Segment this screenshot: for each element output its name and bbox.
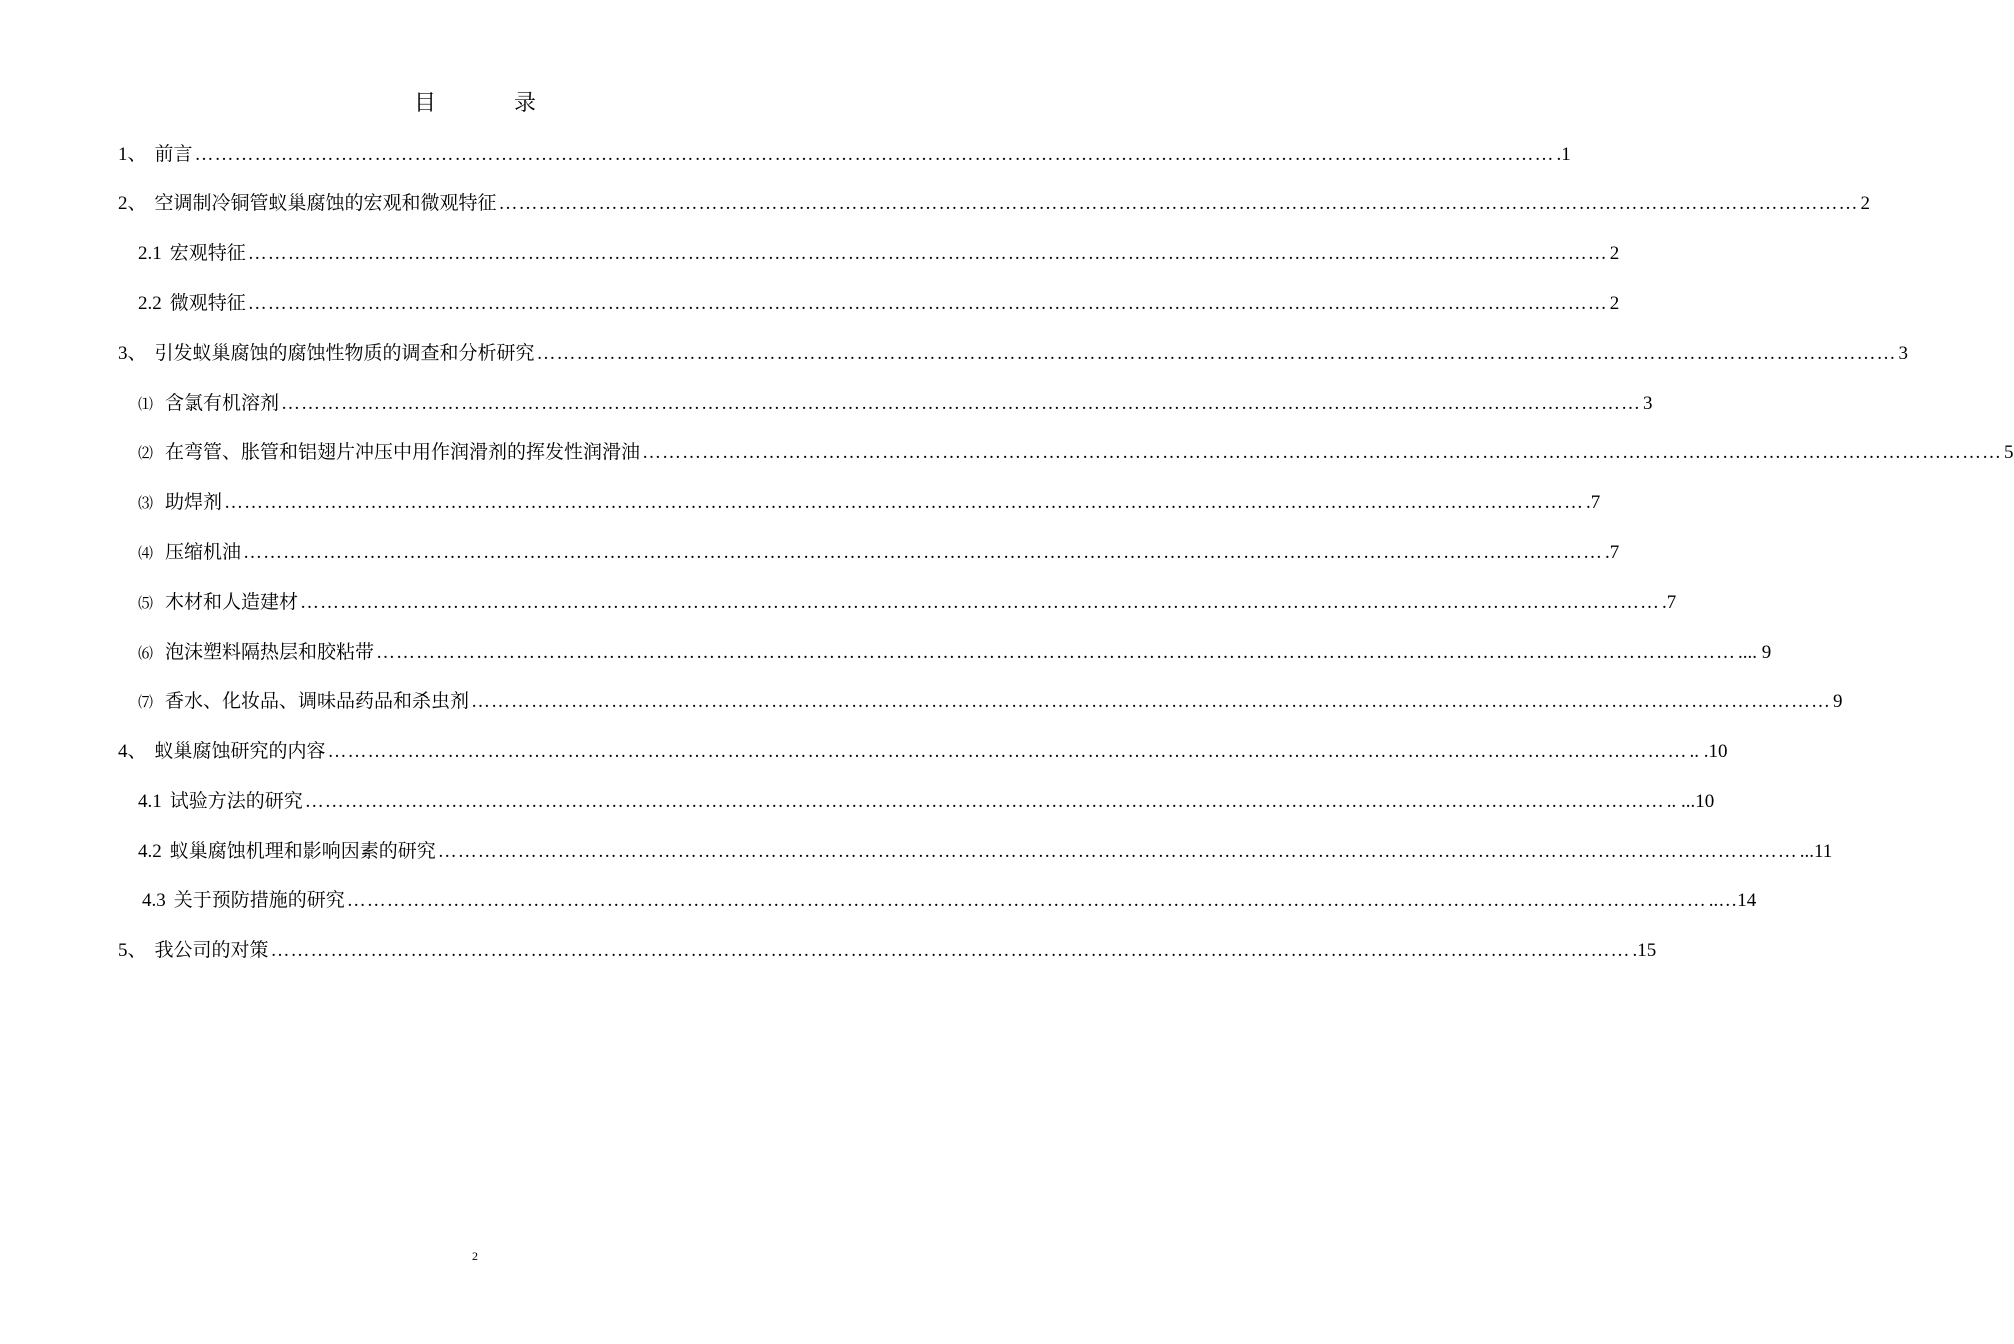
toc-entry[interactable] xyxy=(118,139,1571,169)
toc-dot-leader: …………………………………………………………………………………………………………………………………………………………………………………… xyxy=(376,642,1737,663)
toc-entry-title: 含氯有机溶剂 xyxy=(165,392,280,414)
toc-entry-title: 蚁巢腐蚀机理和影响因素的研究 xyxy=(169,840,436,862)
toc-entry[interactable] xyxy=(138,587,1677,617)
toc-entry-page: 2 xyxy=(1609,243,1620,264)
toc-entry-title: 木材和人造建材 xyxy=(165,591,299,613)
toc-entry[interactable] xyxy=(138,437,2014,467)
toc-entry-title: 宏观特征 xyxy=(169,242,246,264)
toc-entry-number: ⑴ xyxy=(138,395,154,413)
toc-entry-number: ⑺ xyxy=(138,693,154,711)
toc-entry[interactable] xyxy=(138,288,1620,318)
toc-entry-number: 2、 xyxy=(118,193,147,214)
toc-dot-leader: …………………………………………………………………………………………………………………………………………………………………………………… xyxy=(346,890,1707,911)
toc-entry-page: .... 9 xyxy=(1738,642,1772,663)
page-number: 2 xyxy=(472,1249,478,1263)
toc-entry-number: ⑷ xyxy=(138,544,154,562)
toc-entry[interactable] xyxy=(138,637,1772,667)
toc-entry-page: ...11 xyxy=(1799,841,1833,862)
toc-entry-page: .. .10 xyxy=(1689,741,1728,762)
toc-entry-number: 4.3 xyxy=(142,890,166,911)
toc-dot-leader: …………………………………………………………………………………………………………………………………………………………………………………… xyxy=(247,293,1608,314)
toc-entry-number: ⑹ xyxy=(138,644,154,662)
toc-entry-title: 空调制冷铜管蚁巢腐蚀的宏观和微观特征 xyxy=(154,192,497,214)
toc-entry-page: .1 xyxy=(1556,144,1571,165)
toc-entry[interactable] xyxy=(138,388,1653,418)
toc-entry-title: 蚁巢腐蚀研究的内容 xyxy=(154,740,326,762)
toc-entry-number: ⑸ xyxy=(138,594,154,612)
toc-entry[interactable] xyxy=(138,686,1843,716)
toc-entry-title: 我公司的对策 xyxy=(154,939,269,961)
toc-entry-number: 5、 xyxy=(118,940,147,961)
toc-entry-page: 9 xyxy=(1833,691,1843,712)
toc-entry-page: .15 xyxy=(1632,940,1657,961)
toc-entry-number: 4.2 xyxy=(138,841,162,862)
toc-entry[interactable] xyxy=(138,537,1620,567)
toc-entry-number: 3、 xyxy=(118,343,147,364)
toc-entry-number: ⑶ xyxy=(138,494,154,512)
toc-entry-title: 微观特征 xyxy=(169,292,246,314)
toc-entry-number: 2.2 xyxy=(138,293,162,314)
toc-entry-page: .7 xyxy=(1586,492,1601,513)
toc-entry[interactable] xyxy=(118,188,1871,218)
toc-dot-leader: …………………………………………………………………………………………………………………………………………………………………………………… xyxy=(498,193,1859,214)
toc-entry-title: 试验方法的研究 xyxy=(169,790,303,812)
toc-entry-title: 助焊剂 xyxy=(165,491,223,513)
toc-entry-page: 3 xyxy=(1643,393,1653,414)
toc-dot-leader: …………………………………………………………………………………………………………………………………………………………………………………… xyxy=(471,691,1832,712)
toc-dot-leader: …………………………………………………………………………………………………………………………………………………………………………………… xyxy=(437,841,1798,862)
toc-entry[interactable] xyxy=(142,885,1757,915)
toc-dot-leader: …………………………………………………………………………………………………………………………………………………………………………………… xyxy=(243,542,1604,563)
toc-entry-title: 前言 xyxy=(154,143,193,165)
toc-entry[interactable] xyxy=(118,736,1728,766)
toc-dot-leader: …………………………………………………………………………………………………………………………………………………………………………………… xyxy=(281,393,1642,414)
toc-dot-leader: …………………………………………………………………………………………………………………………………………………………………………………… xyxy=(247,243,1608,264)
toc-entry-page: ..…14 xyxy=(1708,890,1757,911)
toc-entry-title: 引发蚁巢腐蚀的腐蚀性物质的调查和分析研究 xyxy=(154,342,535,364)
toc-dot-leader: …………………………………………………………………………………………………………………………………………………………………………………… xyxy=(270,940,1631,961)
toc-entry-page: 2 xyxy=(1860,193,1871,214)
toc-entry-number: ⑵ xyxy=(138,444,154,462)
toc-dot-leader: …………………………………………………………………………………………………………………………………………………………………………………… xyxy=(304,791,1665,812)
toc-dot-leader: …………………………………………………………………………………………………………………………………………………………………………………… xyxy=(642,442,2003,463)
toc-entry[interactable] xyxy=(138,238,1620,268)
toc-entry[interactable] xyxy=(118,935,1657,965)
toc-entry-number: 4.1 xyxy=(138,791,162,812)
toc-entry-page: .. ...10 xyxy=(1666,791,1715,812)
toc-entry-title: 泡沫塑料隔热层和胶粘带 xyxy=(165,641,375,663)
toc-dot-leader: …………………………………………………………………………………………………………………………………………………………………………………… xyxy=(536,343,1897,364)
toc-entry-page: .7 xyxy=(1662,592,1677,613)
toc-entry[interactable] xyxy=(138,487,1601,517)
toc-entry[interactable] xyxy=(138,836,1833,866)
toc-entry-title: 压缩机油 xyxy=(165,541,242,563)
toc-dot-leader: …………………………………………………………………………………………………………………………………………………………………………………… xyxy=(194,144,1555,165)
toc-entry-page: 3 xyxy=(1898,343,1909,364)
toc-entry-page: .7 xyxy=(1605,542,1620,563)
toc-entry[interactable] xyxy=(118,338,1909,368)
toc-entry[interactable] xyxy=(138,786,1715,816)
toc-entry-title: 关于预防措施的研究 xyxy=(173,889,345,911)
toc-entry-number: 2.1 xyxy=(138,243,162,264)
toc-dot-leader: …………………………………………………………………………………………………………………………………………………………………………………… xyxy=(327,741,1688,762)
toc-dot-leader: …………………………………………………………………………………………………………………………………………………………………………………… xyxy=(224,492,1585,513)
toc-entry-page: 5 xyxy=(2004,442,2014,463)
toc-entry-title: 香水、化妆品、调味品药品和杀虫剂 xyxy=(165,690,470,712)
toc-entry-title: 在弯管、胀管和铝翅片冲压中用作润滑剂的挥发性润滑油 xyxy=(165,441,641,463)
toc-title: 目 录 xyxy=(413,91,564,116)
toc-dot-leader: …………………………………………………………………………………………………………………………………………………………………………………… xyxy=(300,592,1661,613)
toc-entry-page: 2 xyxy=(1609,293,1620,314)
toc-entry-number: 4、 xyxy=(118,741,147,762)
toc-entry-number: 1、 xyxy=(118,144,147,165)
